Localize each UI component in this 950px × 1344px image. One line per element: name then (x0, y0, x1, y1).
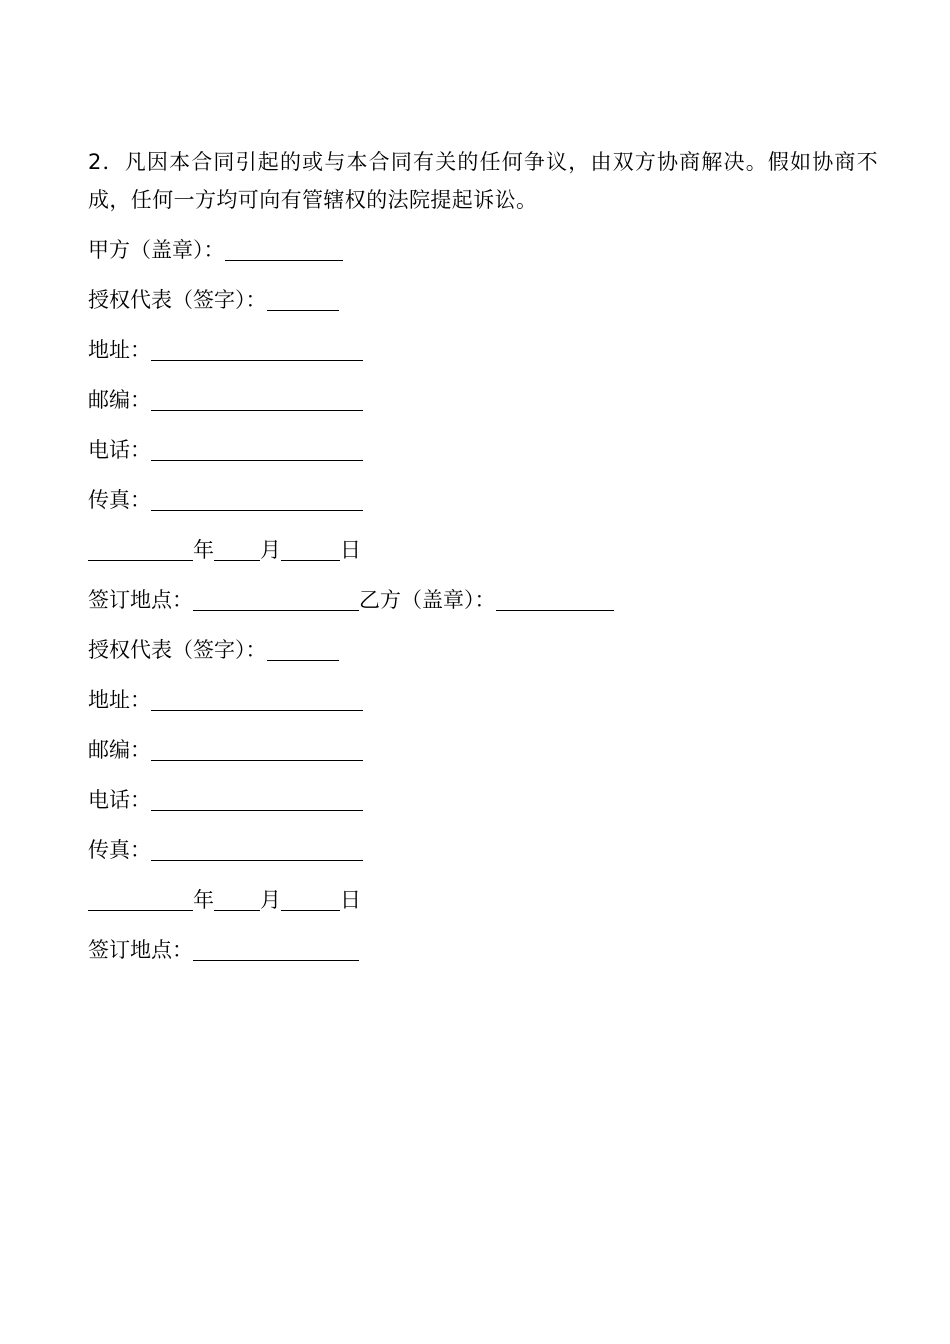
party-a-fax-label: 传真： (88, 488, 151, 512)
contract-page (88, 143, 878, 983)
party-b-phone-blank[interactable] (151, 786, 363, 811)
party-a-fax-row (88, 483, 878, 533)
party-a-address-row (88, 333, 878, 383)
party-b-place-blank[interactable] (193, 936, 359, 961)
party-a-place-row (88, 583, 878, 633)
party-b-phone-row (88, 783, 878, 833)
party-b-phone-label: 电话： (88, 788, 151, 812)
party-b-year-blank[interactable] (88, 886, 193, 911)
party-a-seal-blank[interactable] (225, 236, 343, 261)
party-a-place-label: 签订地点： (88, 588, 193, 612)
party-b-fax-label: 传真： (88, 838, 151, 862)
party-a-address-blank[interactable] (151, 336, 363, 361)
party-b-postcode-label: 邮编： (88, 738, 151, 762)
party-b-address-row (88, 683, 878, 733)
party-b-seal-label: 乙方（盖章）： (359, 588, 496, 612)
party-a-rep-row (88, 283, 878, 333)
party-b-year-label: 年 (193, 888, 214, 912)
party-b-month-blank[interactable] (214, 886, 260, 911)
party-a-seal-label: 甲方（盖章）： (88, 238, 225, 262)
party-a-year-label: 年 (193, 538, 214, 562)
party-b-seal-blank[interactable] (496, 586, 614, 611)
party-a-postcode-blank[interactable] (151, 386, 363, 411)
party-a-seal-row (88, 233, 878, 283)
party-a-phone-label: 电话： (88, 438, 151, 462)
party-a-month-blank[interactable] (214, 536, 260, 561)
party-b-rep-row (88, 633, 878, 683)
party-b-date-row (88, 883, 878, 933)
party-a-phone-row (88, 433, 878, 483)
party-b-postcode-row (88, 733, 878, 783)
party-a-phone-blank[interactable] (151, 436, 363, 461)
party-a-rep-blank[interactable] (267, 286, 339, 311)
party-a-month-label: 月 (260, 538, 281, 562)
party-a-rep-label: 授权代表（签字）： (88, 288, 267, 312)
party-a-place-blank[interactable] (193, 586, 359, 611)
party-a-postcode-row (88, 383, 878, 433)
party-a-fax-blank[interactable] (151, 486, 363, 511)
party-b-day-blank[interactable] (281, 886, 340, 911)
party-a-year-blank[interactable] (88, 536, 193, 561)
party-b-fax-row (88, 833, 878, 883)
party-a-postcode-label: 邮编： (88, 388, 151, 412)
party-a-day-label: 日 (340, 538, 361, 562)
party-a-day-blank[interactable] (281, 536, 340, 561)
party-a-date-row (88, 533, 878, 583)
party-b-fax-blank[interactable] (151, 836, 363, 861)
party-a-address-label: 地址： (88, 338, 151, 362)
party-b-address-label: 地址： (88, 688, 151, 712)
party-b-day-label: 日 (340, 888, 361, 912)
party-b-month-label: 月 (260, 888, 281, 912)
party-b-rep-blank[interactable] (267, 636, 339, 661)
party-b-place-label: 签订地点： (88, 938, 193, 962)
party-b-postcode-blank[interactable] (151, 736, 363, 761)
party-b-rep-label: 授权代表（签字）： (88, 638, 267, 662)
dispute-clause: 2．凡因本合同引起的或与本合同有关的任何争议，由双方协商解决。假如协商不成，任何一方均可向有管辖权的法院提起诉讼。 (88, 150, 878, 212)
party-b-address-blank[interactable] (151, 686, 363, 711)
party-b-place-row (88, 933, 878, 983)
